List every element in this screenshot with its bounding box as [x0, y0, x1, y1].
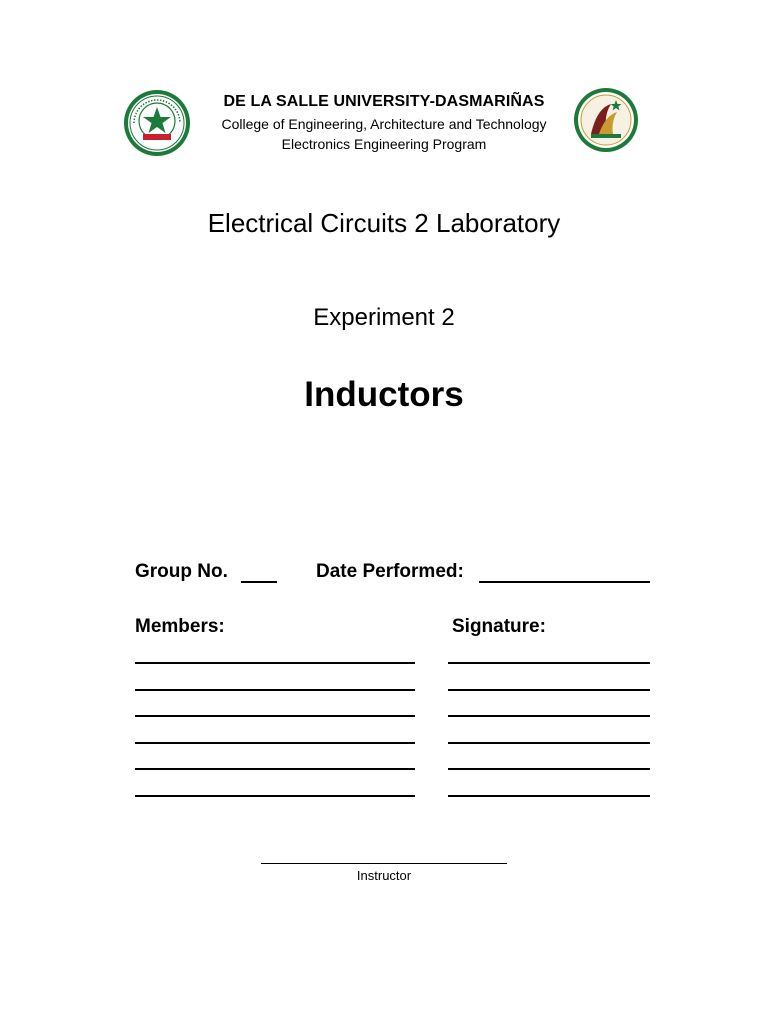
- member-line: [135, 715, 415, 717]
- member-line: [135, 768, 415, 770]
- member-line: [135, 742, 415, 744]
- member-line: [135, 662, 415, 664]
- experiment-number: Experiment 2: [313, 304, 455, 331]
- college-name: College of Engineering, Architecture and Technology: [221, 116, 547, 132]
- instructor-label: Instructor: [356, 868, 412, 883]
- university-seal-logo: [122, 88, 192, 158]
- group-number-label: Group No.: [135, 561, 228, 582]
- program-name: Electronics Engineering Program: [281, 136, 487, 152]
- date-performed-label: Date Performed:: [316, 561, 464, 582]
- instructor-signature-line: [261, 863, 507, 864]
- date-performed-blank: [479, 581, 650, 583]
- signature-line: [448, 768, 650, 770]
- signature-line: [448, 795, 650, 797]
- signature-line: [448, 715, 650, 717]
- signature-line: [448, 689, 650, 691]
- university-name: DE LA SALLE UNIVERSITY-DASMARIÑAS: [223, 93, 545, 110]
- member-line: [135, 689, 415, 691]
- member-line: [135, 795, 415, 797]
- signature-line: [448, 662, 650, 664]
- course-title: Electrical Circuits 2 Laboratory: [207, 208, 561, 238]
- members-label: Members:: [135, 616, 225, 637]
- signature-line: [448, 742, 650, 744]
- group-number-blank: [241, 581, 277, 583]
- experiment-topic: Inductors: [304, 375, 464, 414]
- signature-label: Signature:: [452, 616, 546, 637]
